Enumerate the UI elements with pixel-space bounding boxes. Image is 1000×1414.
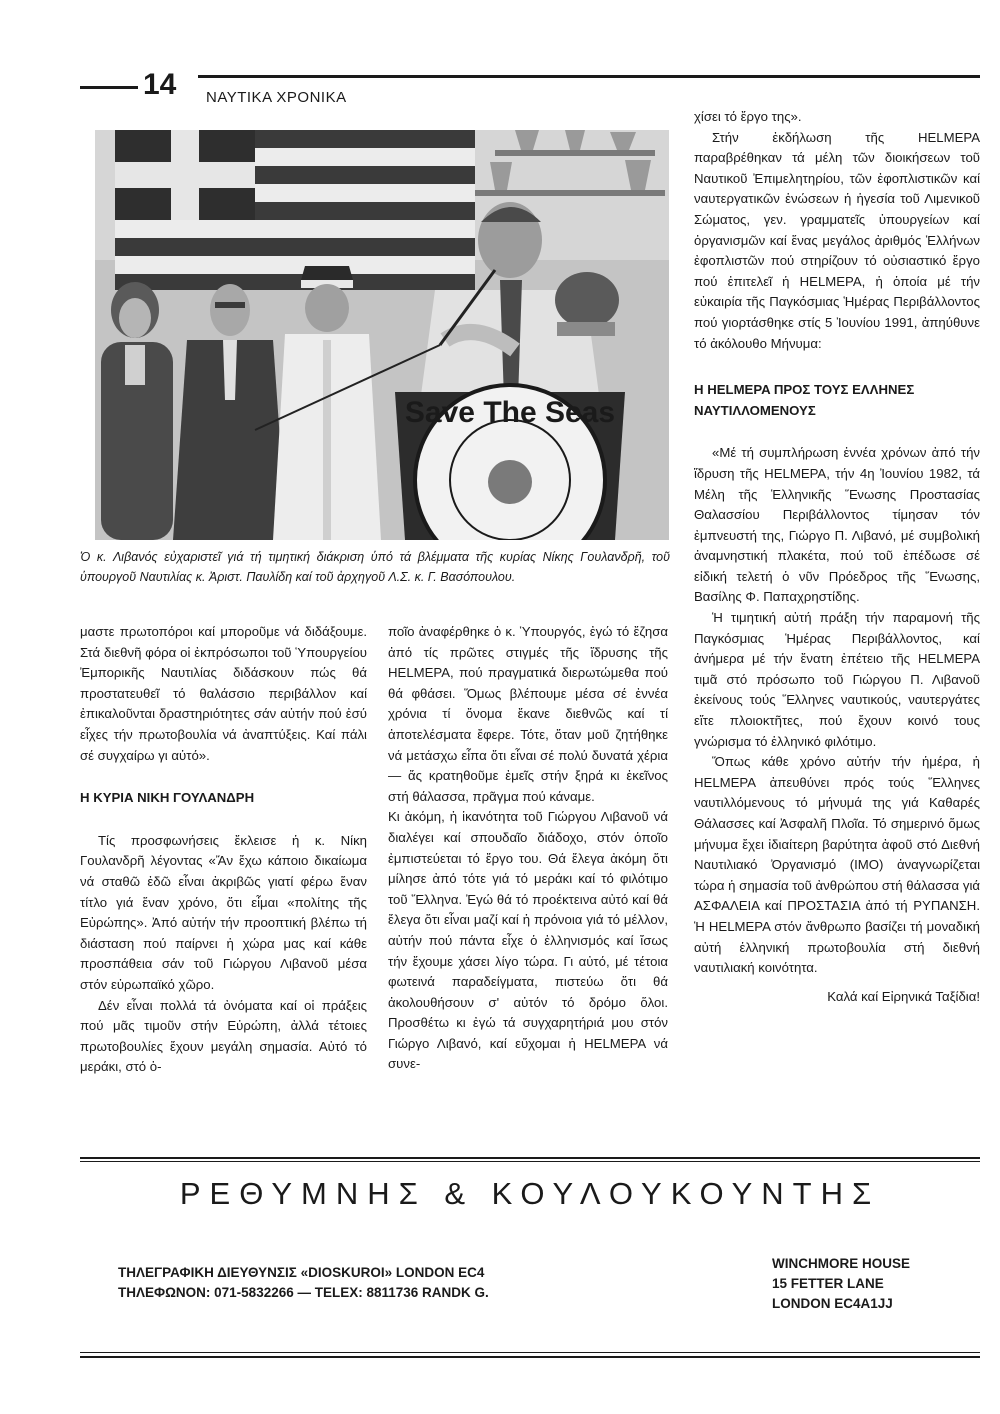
col3-paragraph-2: Στήν ἐκδήλωση τῆς HELMEPA παραβρέθηκαν τά μέλη τῶν διοικήσεων τοῦ Ναυτικοῦ Ἐπιμελητηρίου, τῶν ἐφοπλιστικῶν καί ναυτεργατικῶν ἑνώσεων ἡ ἡγεσία τοῦ Λιμενικοῦ Σώματος, γεν. γραμματεῖς ὑπουργείων καί ὀργανισμῶν καί ἕνας μεγάλος ἀριθμός Ἑλλήνων ἐφοπλιστῶν πού στηρίζουν τό οὐσιαστικό ἔργο πού ἐπιτελεῖ ἡ HELMEPA, ἡ ὁποία μέ τήν εὐκαιρία τῆς Παγκόσμιας Ἡμέρας Περιβάλλοντος πού γιορτάσθηκε στίς 5 Ἰουνίου 1991, ἀπηύθυνε τό ἀκόλουθο Μήνυμα: (694, 129, 980, 351)
podium-emblem-text: Save The Seas (404, 396, 616, 429)
column-3 (694, 107, 980, 1007)
award-plaque (555, 272, 619, 336)
photo-caption: Ὁ κ. Λιβανός εὐχαριστεῖ γιά τή τιμητική διάκριση ὑπό τά βλέμματα τῆς κυρίας Νίκης Γουλανδρῆ, τοῦ ὑπουργοῦ Ναυτιλίας κ. Ἀριστ. Παυλίδη καί τοῦ ἀρχηγοῦ Λ.Σ. κ. Γ. Βασόπουλου. (80, 550, 670, 584)
advert-rule-top (80, 1157, 980, 1159)
col3-paragraph-3: «Μέ τή συμπλήρωση ἐννέα χρόνων ἀπό τήν ἵδρυση τῆς HELMEPA, τήν 4η Ἰουνίου 1982, τά Μέλη τῆς Ἑλληνικῆς Ἕνωσης Προστασίας Θαλασσίου Περιβάλλοντος τίμησαν τόν ἐμπνευστή της, Γιώργο Π. Λιβανό, μέ συμβολική ἀναμνηστική πλακέτα, πού τοῦ ἐπέδωσε σέ εἰδική τελετή ὁ νῦν Πρόεδρος τῆς Ἕνωσης, Βασίλης Φ. Παπαχρηστίδης. (694, 445, 980, 605)
page-number: 14 (143, 68, 177, 101)
event-photo (95, 130, 669, 540)
section-heading-helmepa: Η HELMEPA ΠΡΟΣ ΤΟΥΣ ΕΛΛΗΝΕΣ ΝΑΥΤΙΛΛΟΜΕΝΟΥΣ (694, 382, 915, 418)
column-1 (80, 622, 367, 1078)
col1-paragraph-2: Τίς προσφωνήσεις ἔκλεισε ἡ κ. Νίκη Γουλανδρῆ λέγοντας «Ἄν ἔχω κάποιο δικαίωμα νά σταθῶ ἐδῶ εἶναι ἀκριβῶς γιατί φέρω ἕναν τίτλο γιά ἕναν χρόνο, ὅτι εἶμαι «πολίτης τῆς Εὐρώπης». Ἀπό αὐτήν τήν προοπτική βλέπω τή διάσταση πού παίρνει ἡ χώρα μας καί κάθε προσπάθεια σάν τοῦ Γιώργου Λιβανοῦ μέσα στόν εὐρωπαϊκό χῶρο. (80, 832, 367, 992)
col1-paragraph-3: Δέν εἶναι πολλά τά ὀνόματα καί οἱ πράξεις πού μᾶς τιμοῦν στήν Εὐρώπη, ἀλλά τέτοιες πρωτοβουλίες ἔχουν μεγάλη σημασία. Αὐτό τό μεράκι, στό ὁ- (80, 997, 367, 1075)
header-rule-right (198, 75, 980, 78)
advert-contact (118, 1263, 489, 1303)
col3-sign-off: Καλά καί Εἰρηνικά Ταξίδια! (827, 988, 980, 1004)
header-rule-left (80, 86, 138, 89)
col2-paragraph-1: ποῖο ἀναφέρθηκε ὁ κ. Ὑπουργός, ἐγώ τό ἔζησα ἀπό τίς πρῶτες στιγμές τῆς ἵδρυσης τῆς HELMEPA, πού πραγματικά διερωτώμεθα πού θά φθάσει. Ὅμως βλέπουμε μέσα σέ ἐννέα χρόνια τί ὄνομα ἔκανε διεθνῶς καί τί ἀποτελέσματα ἔφερε. Τότε, ὅταν μοῦ ζητήθηκε νά μετάσχω εἶπα ὅτι εἶναι σέ πολύ δυνατά χέρια — ἄς κρατηθοῦμε ἐμεῖς στήν ξηρά κι ἐκεῖνος στή θάλασσα, πρᾶγμα πού κάναμε. (388, 624, 668, 804)
advert-address-line-2: 15 FETTER LANE (772, 1276, 884, 1291)
col3-paragraph-4: Ἡ τιμητική αὐτή πράξη τήν παραμονή τῆς Παγκόσμιας Ἡμέρας Περιβάλλοντος, καί ἀνήμερα μέ τήν ἔνατη ἐπέτειο τῆς HELMEPA τιμᾶ στό πρόσωπο τοῦ Γιώργου Π. Λιβανοῦ ἐκείνους τούς Ἕλληνες ναυτικούς, ναυτεργάτες εἴτε πλοιοκτῆτες, πού ἔχουν κοινό τους γνώρισμα τό ἑλληνικό φιλότιμο. (694, 610, 980, 749)
advert-address-line-1: WINCHMORE HOUSE (772, 1256, 910, 1271)
advert-phone: ΤΗΛΕΦΩΝΟΝ: 071-5832266 — TELEX: 8811736 RANDK G. (118, 1285, 489, 1300)
advert-rule-bottom-thin (80, 1352, 980, 1353)
greek-flag (115, 130, 475, 290)
col2-paragraph-2: Κι ἀκόμη, ἡ ἱκανότητα τοῦ Γιώργου Λιβανοῦ νά διαλέγει καί σπουδαῖο διάδοχο, στόν ὁποῖο ἐμπιστεύεται τό ἔργο του. Θά ἔλεγα ἀκόμη ὅτι μίλησε ἀπό τότε γιά τό μεράκι καί τό φιλότιμο τοῦ Ἕλληνα. Ἐγώ θά τό προέκτεινα αὐτό καί θά ἔλεγα ὅτι εἶναι μαζί καί ἡ πρόνοια γιά τό μέλλον, αὐτήν πού πάντα εἶχε ὁ ἑλληνισμός καί ἴσως τήν ἔχουμε χάσει λίγο τώρα. Γι αὐτό, μέ τέτοια φωτεινά παραδείγματα, πιστεύω ὅτι θά ἀκολουθήσουν σ' αὐτόν τό δρόμο ὅλοι. Προσθέτω κι ἐγώ τά συγχαρητήριά μου στόν Γιώργο Λιβανό, καί εὔχομαι ἡ HELMEPA νά συνε- (388, 809, 668, 1072)
col3-paragraph-5: Ὅπως κάθε χρόνο αὐτήν τήν ἡμέρα, ἡ HELMEPA ἀπευθύνει πρός τούς Ἕλληνες ναυτιλλόμενους τό μήνυμά της γιά Καθαρές Θάλασσες καί Ἀσφαλῆ Πλοῖα. Τό σημερινό ὅμως μήνυμα ἔχει ἰδιαίτερη βαρύτητα ἀφοῦ στό Διεθνή Ναυτιλιακό Ὀργανισμό (IMO) ἀναγνωρίζεται τώρα ἡ σημασία τοῦ ἀνθρώπου στή θάλασσα γιά ΑΣΦΑΛΕΙΑ καί ΠΡΟΣΤΑΣΙΑ ἀπό τή ΡΥΠΑΝΣΗ. Ἡ HELMEPA στόν ἄνθρωπο βασίζει τή μοναδική αὐτή ἑλληνική πρωτοβουλία στή διεθνή ναυτιλιακή κοινότητα. (694, 754, 980, 976)
magazine-title: ΝΑΥΤΙΚΑ ΧΡΟΝΙΚΑ (206, 89, 347, 106)
podium (395, 385, 625, 540)
col3-paragraph-1: χίσει τό ἔργο της». (694, 109, 802, 124)
section-heading-goulandri: Η ΚΥΡΙΑ ΝΙΚΗ ΓΟΥΛΑΝΔΡΗ (80, 790, 255, 806)
column-2 (388, 622, 668, 1075)
advert-telegraph: ΤΗΛΕΓΡΑΦΙΚΗ ΔΙΕΥΘΥΝΣΙΣ «DIOSKUROI» LONDON EC4 (118, 1265, 485, 1280)
advert-rule-top-thin (80, 1161, 980, 1162)
col1-paragraph-1: μαστε πρωτοπόροι καί μποροῦμε νά διδάξουμε. Στά διεθνῆ φόρα οἱ ἐκπρόσωποι τοῦ Ὑπουργείου Ἐμπορικῆς Ναυτιλίας διδάσκουν πώς θά προστατευθεῖ τό θαλάσσιο περιβάλλον καί ἐπικαλοῦνται δραστηριότητες σάν αὐτήν πού ἐσύ εἶχες τήν πρωτοβουλία νά ἀναπτύξεις. Καί πάλι σέ συγχαίρω γι αὐτό». (80, 624, 367, 763)
advert-address-line-3: LONDON EC4A1JJ (772, 1296, 893, 1311)
advert-company-name: ΡΕΘΥΜΝΗΣ & ΚΟΥΛΟΥΚΟΥΝΤΗΣ (179, 1176, 881, 1211)
advert-address (772, 1254, 910, 1314)
advert-rule-bottom (80, 1356, 980, 1358)
